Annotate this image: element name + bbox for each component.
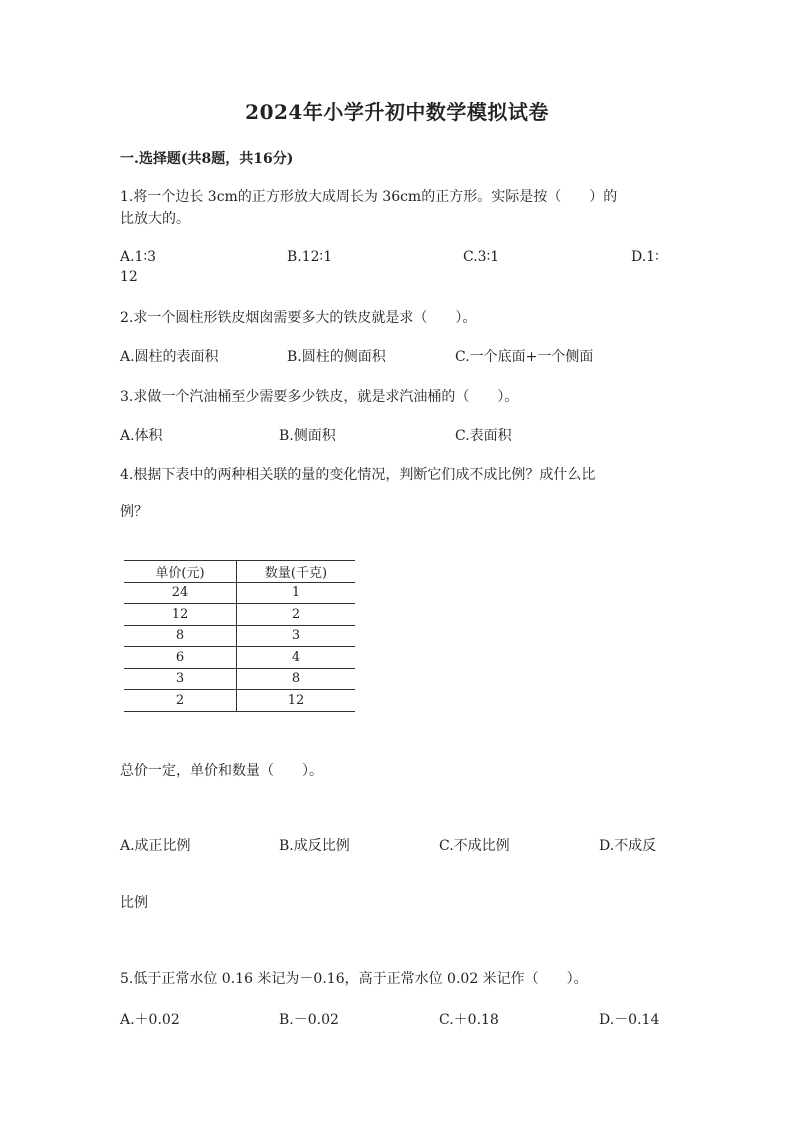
table-header-row <box>124 561 355 583</box>
question-1-line-1: 1.将一个边长 3cm的正方形放大成周长为 36cm的正方形。实际是按（ ）的 <box>120 189 618 205</box>
table-cell-quantity: 4 <box>237 647 356 669</box>
question-4-line-1: 4.根据下表中的两种相关联的量的变化情况，判断它们成不成比例？成什么比 <box>120 467 596 483</box>
question-4-option-a: A.成正比例 <box>120 838 191 854</box>
question-2: 2.求一个圆柱形铁皮烟囱需要多大的铁皮就是求（ ）。 <box>120 310 477 326</box>
question-5-option-c: C.＋0.18 <box>439 1012 499 1028</box>
question-3-option-c: C.表面积 <box>455 428 512 444</box>
question-2-option-c: C.一个底面+一个侧面 <box>455 349 594 365</box>
question-3-option-b: B.侧面积 <box>279 428 336 444</box>
question-1-option-d-continued: 12 <box>120 269 138 285</box>
question-5-option-a: A.＋0.02 <box>120 1012 180 1028</box>
question-2-option-b: B.圆柱的侧面积 <box>287 349 386 365</box>
question-1-option-a: A.1∶3 <box>120 249 157 265</box>
question-1-option-b: B.12∶1 <box>287 249 333 265</box>
question-4-option-d: D.不成反 <box>599 838 657 854</box>
question-4-option-d-continued: 比例 <box>120 895 148 911</box>
table-cell-price: 2 <box>124 690 237 712</box>
table-cell-quantity: 3 <box>237 625 356 647</box>
page-title: 2024年小学升初中数学模拟试卷 <box>245 100 549 124</box>
question-4-line-2: 例？ <box>120 504 148 520</box>
table-cell-price: 24 <box>124 582 237 604</box>
section-heading: 一.选择题(共8题，共16分) <box>120 151 294 167</box>
table-cell-quantity: 2 <box>237 604 356 626</box>
question-3: 3.求做一个汽油桶至少需要多少铁皮，就是求汽油桶的（ ）。 <box>120 389 519 405</box>
table-cell-quantity: 12 <box>237 690 356 712</box>
table-row <box>124 604 355 626</box>
table-cell-quantity: 1 <box>237 582 356 604</box>
table-cell-price: 6 <box>124 647 237 669</box>
table-row <box>124 582 355 604</box>
question-4-subquestion: 总价一定，单价和数量（ ）。 <box>120 763 323 779</box>
question-1-option-c: C.3∶1 <box>463 249 500 265</box>
question-5: 5.低于正常水位 0.16 米记为－0.16，高于正常水位 0.02 米记作（ ）。 <box>120 971 588 987</box>
table-header-price: 单价(元) <box>124 561 237 583</box>
question-5-option-d: D.－0.14 <box>599 1012 660 1028</box>
price-quantity-table <box>124 560 355 712</box>
table-cell-price: 12 <box>124 604 237 626</box>
question-4-option-b: B.成反比例 <box>279 838 350 854</box>
question-4-option-c: C.不成比例 <box>439 838 510 854</box>
question-1-line-2: 比放大的。 <box>120 211 190 227</box>
table-row <box>124 647 355 669</box>
table-cell-price: 8 <box>124 625 237 647</box>
table-cell-price: 3 <box>124 668 237 690</box>
question-5-option-b: B.－0.02 <box>279 1012 339 1028</box>
table-row <box>124 625 355 647</box>
question-1-option-d: D.1∶ <box>631 249 659 265</box>
question-2-option-a: A.圆柱的表面积 <box>120 349 219 365</box>
question-3-option-a: A.体积 <box>120 428 163 444</box>
table-row <box>124 668 355 690</box>
table-row <box>124 690 355 712</box>
table-cell-quantity: 8 <box>237 668 356 690</box>
table-header-quantity: 数量(千克) <box>237 561 356 583</box>
